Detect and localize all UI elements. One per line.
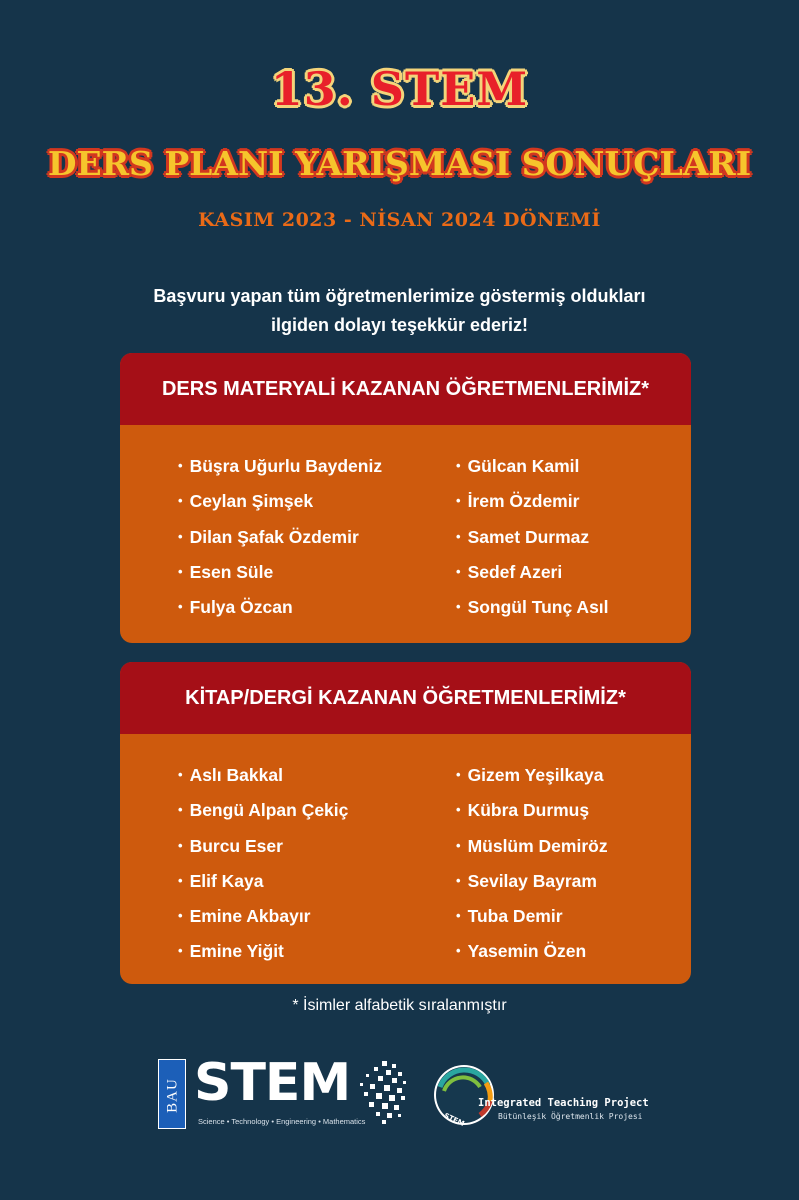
winner-name: Sedef Azeri: [467, 561, 563, 582]
thanks-line-2: ilgiden dolayı teşekkür ederiz!: [270, 315, 529, 335]
bullet-icon: •: [178, 528, 183, 544]
list-item: [178, 554, 456, 589]
bullet-icon: •: [456, 563, 461, 579]
itp-circle-icon: [430, 1057, 500, 1133]
winner-name: Emine Akbayır: [189, 906, 311, 927]
winner-name: Müslüm Demiröz: [467, 835, 608, 856]
winner-name: Gülcan Kamil: [467, 456, 580, 476]
winner-name: Sevilay Bayram: [467, 870, 597, 891]
bullet-icon: •: [456, 493, 461, 509]
winner-name: Samet Durmaz: [467, 526, 590, 547]
bullet-icon: •: [178, 943, 183, 959]
winner-name: Esen Süle: [189, 561, 274, 582]
list-item: [456, 828, 671, 863]
winner-name: Dilan Şafak Özdemir: [189, 526, 359, 547]
bullet-icon: •: [456, 837, 461, 853]
list-item: [456, 483, 671, 518]
bullet-icon: •: [178, 872, 183, 888]
bullet-icon: •: [456, 802, 461, 818]
bullet-icon: •: [178, 767, 183, 782]
list-item: [178, 519, 456, 554]
integrated-teaching-project-logo: [430, 1057, 660, 1133]
list-item: [178, 483, 456, 518]
winner-name: Bengü Alpan Çekiç: [189, 800, 349, 821]
stem-wordmark: STEM: [194, 1053, 351, 1113]
winner-name: Elif Kaya: [189, 870, 264, 891]
book-winners-list: [178, 757, 671, 969]
period-subtitle: KASIM 2023 - NİSAN 2024 DÖNEMİ: [198, 209, 601, 231]
list-item: [178, 863, 456, 898]
itp-badge-text: STEM: [442, 1111, 466, 1129]
winner-name: Burcu Eser: [189, 835, 283, 856]
thanks-line-1: Başvuru yapan tüm öğretmenlerimize göstermiş oldukları: [153, 286, 646, 306]
list-item: [456, 448, 671, 483]
bullet-icon: •: [456, 872, 461, 888]
bullet-icon: •: [456, 943, 461, 959]
list-item: [456, 757, 671, 792]
bullet-icon: •: [178, 563, 183, 579]
title-line-1: 13. STEM: [270, 62, 529, 116]
itp-title: Integrated Teaching Project: [478, 1097, 649, 1109]
thanks-message: [0, 282, 799, 340]
list-item: [456, 863, 671, 898]
bau-badge: [158, 1059, 186, 1129]
bullet-icon: •: [178, 837, 183, 853]
winner-name: İrem Özdemir: [467, 491, 580, 512]
material-winners-list: [178, 448, 671, 624]
winner-name: Emine Yiğit: [189, 941, 284, 962]
bullet-icon: •: [178, 493, 183, 509]
bullet-icon: •: [456, 528, 461, 544]
bullet-icon: •: [178, 599, 183, 615]
bullet-icon: •: [456, 767, 461, 782]
list-item: [456, 933, 671, 968]
bullet-icon: •: [178, 458, 183, 473]
bullet-icon: •: [456, 599, 461, 615]
list-item: [178, 898, 456, 933]
bullet-icon: •: [178, 908, 183, 924]
list-item: [178, 792, 456, 827]
winner-name: Gizem Yeşilkaya: [467, 765, 604, 785]
bau-text: BAU: [164, 1078, 181, 1113]
winner-name: Kübra Durmuş: [467, 800, 590, 821]
winner-name: Fulya Özcan: [189, 597, 293, 618]
stem-tagline: Science • Technology • Engineering • Mathematics: [198, 1117, 366, 1126]
list-item: [456, 519, 671, 554]
alphabetical-footnote: * İsimler alfabetik sıralanmıştır: [292, 997, 507, 1014]
winner-name: Büşra Uğurlu Baydeniz: [189, 456, 383, 476]
list-item: [456, 898, 671, 933]
book-winners-heading: KİTAP/DERGİ KAZANAN ÖĞRETMENLERİMİZ*: [120, 662, 691, 734]
winner-name: Yasemin Özen: [467, 941, 587, 962]
material-winners-heading: DERS MATERYALİ KAZANAN ÖĞRETMENLERİMİZ*: [120, 353, 691, 425]
winner-name: Songül Tunç Asıl: [467, 597, 609, 618]
winner-name: Aslı Bakkal: [189, 765, 283, 785]
list-item: [178, 828, 456, 863]
list-item: [456, 589, 671, 624]
winner-name: Tuba Demir: [467, 906, 563, 927]
list-item: [178, 589, 456, 624]
bullet-icon: •: [456, 458, 461, 473]
list-item: [456, 792, 671, 827]
pixel-dots-icon: [356, 1061, 408, 1125]
list-item: [178, 933, 456, 968]
book-winners-card: [120, 662, 691, 984]
bullet-icon: •: [456, 908, 461, 924]
winner-name: Ceylan Şimşek: [189, 491, 314, 512]
list-item: [178, 448, 456, 483]
bau-stem-logo: [158, 1053, 418, 1133]
list-item: [178, 757, 456, 792]
material-winners-card: [120, 353, 691, 643]
itp-subtitle: Bütünleşik Öğretmenlik Projesi: [498, 1112, 643, 1121]
bullet-icon: •: [178, 802, 183, 818]
title-line-2: DERS PLANI YARIŞMASI SONUÇLARI: [47, 144, 752, 183]
list-item: [456, 554, 671, 589]
